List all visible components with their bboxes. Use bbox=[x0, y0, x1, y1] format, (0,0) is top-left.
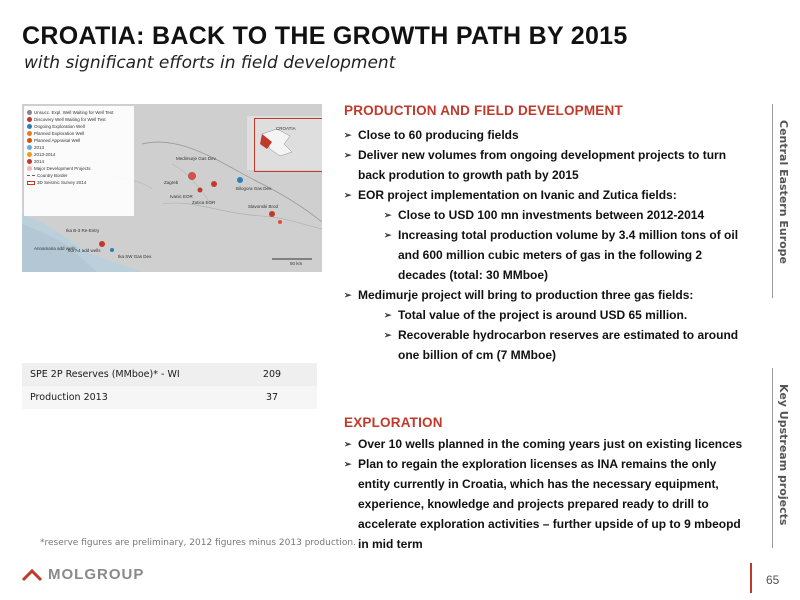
arrow-bullet-icon: ➢ bbox=[344, 130, 352, 140]
well-icon bbox=[27, 124, 32, 129]
table-cell-label: Production 2013 bbox=[30, 392, 108, 403]
bullet-text: Deliver new volumes from ongoing development projects to turn back prodution to growth path by 2015 bbox=[358, 148, 727, 182]
arrow-bullet-icon: ➢ bbox=[384, 210, 392, 220]
side-tab-label: Key Upstream projects bbox=[777, 384, 790, 526]
exploration-heading: EXPLORATION bbox=[344, 415, 443, 430]
bullet-text: EOR project implementation on Ivanic and Zutica fields: bbox=[358, 188, 677, 202]
logo-text: MOLGROUP bbox=[48, 566, 145, 583]
production-heading: PRODUCTION AND FIELD DEVELOPMENT bbox=[344, 103, 623, 118]
croatia-map bbox=[22, 104, 322, 272]
bullet-item bbox=[344, 225, 744, 285]
map-label: CROATIA bbox=[276, 126, 296, 131]
production-bullets bbox=[344, 125, 744, 365]
bullet-text: Increasing total production volume by 3.4 million tons of oil and 600 million cubic meters of gas in the following 2 decades (total: 30 MMboe) bbox=[398, 228, 739, 282]
map-label: Ika A4 add wells bbox=[68, 248, 101, 253]
legend-item: 2014 bbox=[27, 158, 131, 165]
border-line-icon bbox=[27, 175, 35, 176]
table-row bbox=[22, 363, 317, 386]
bullet-text: Close to USD 100 mn investments between 2012-2014 bbox=[398, 208, 705, 222]
bullet-item bbox=[344, 125, 744, 145]
bullet-text: Medimurje project will bring to production three gas fields: bbox=[358, 288, 694, 302]
arrow-bullet-icon: ➢ bbox=[344, 459, 352, 469]
legend-item: Unsucc. Expl. Well Waiting for Well Test bbox=[27, 109, 131, 116]
arrow-bullet-icon: ➢ bbox=[384, 330, 392, 340]
map-label: Ivanic EOR bbox=[170, 194, 193, 199]
bullet-item bbox=[344, 305, 744, 325]
arrow-bullet-icon: ➢ bbox=[344, 439, 352, 449]
bullet-item bbox=[344, 185, 744, 205]
arrow-bullet-icon: ➢ bbox=[344, 150, 352, 160]
map-scale: 50 km bbox=[290, 261, 303, 266]
logo-mark-icon bbox=[22, 568, 42, 582]
company-logo bbox=[22, 566, 144, 583]
legend-item: Major Development Projects bbox=[27, 165, 131, 172]
map-label: Ika B-3 Re-Entry bbox=[66, 228, 100, 233]
map-label: Slavonski Brod bbox=[248, 204, 279, 209]
page-number: 65 bbox=[766, 573, 780, 587]
arrow-bullet-icon: ➢ bbox=[344, 290, 352, 300]
circle-icon bbox=[27, 166, 32, 171]
legend-item: 2013-2014 bbox=[27, 151, 131, 158]
arrow-bullet-icon: ➢ bbox=[384, 310, 392, 320]
map-label: Ika SW Gas Dev. bbox=[118, 254, 153, 259]
exploration-bullets bbox=[344, 434, 744, 554]
well-icon bbox=[27, 131, 32, 136]
table-cell-label: SPE 2P Reserves (MMboe)* - WI bbox=[30, 369, 180, 380]
table-row bbox=[22, 386, 317, 409]
bullet-item bbox=[344, 454, 744, 554]
map-label: Zagreb bbox=[164, 180, 179, 185]
bullet-item bbox=[344, 285, 744, 305]
bullet-text: Over 10 wells planned in the coming years just on existing licences bbox=[358, 437, 743, 451]
map-legend bbox=[24, 106, 134, 216]
bullet-item bbox=[344, 205, 744, 225]
page-number-bar bbox=[750, 563, 752, 593]
map-label: Medimurje Gas Dev. bbox=[176, 156, 217, 161]
bullet-text: Recoverable hydrocarbon reserves are estimated to around one billion of cm (7 MMboe) bbox=[398, 328, 739, 362]
bullet-text: Plan to regain the exploration licenses as INA remains the only entity currently in Croatia, which has the necessary equipment, experience, knowledge and projects prepared ready to drill to accelerate exploration activities – further upside of up to 9 mbeopd in mid term bbox=[358, 457, 741, 551]
legend-item: Planned Exploration Well bbox=[27, 130, 131, 137]
legend-item: Ongoing Exploration Well bbox=[27, 123, 131, 130]
legend-item: Discovery Well Waiting for Well Test bbox=[27, 116, 131, 123]
map-label: Bilogora Gas Dev. bbox=[236, 186, 273, 191]
rectangle-icon bbox=[27, 181, 35, 185]
well-icon bbox=[27, 110, 32, 115]
arrow-bullet-icon: ➢ bbox=[344, 190, 352, 200]
map-label: Zutica EOR bbox=[192, 200, 216, 205]
bullet-item bbox=[344, 325, 744, 365]
legend-item: 2013 bbox=[27, 144, 131, 151]
reserves-table bbox=[22, 363, 317, 409]
page-title: CROATIA: BACK TO THE GROWTH PATH BY 2015 bbox=[22, 22, 628, 50]
footnote: *reserve figures are preliminary, 2012 figures minus 2013 production. bbox=[40, 538, 356, 548]
circle-icon bbox=[27, 152, 32, 157]
map-label: Annamaria add wells bbox=[34, 246, 76, 251]
side-tab-central-eastern-europe[interactable] bbox=[772, 104, 800, 298]
well-icon bbox=[27, 117, 32, 122]
side-tab-key-upstream-projects[interactable] bbox=[772, 368, 800, 548]
table-cell-value: 209 bbox=[262, 369, 282, 380]
arrow-bullet-icon: ➢ bbox=[384, 230, 392, 240]
bullet-item bbox=[344, 145, 744, 185]
legend-item: Planned Appraisal Well bbox=[27, 137, 131, 144]
legend-item: 3D Seismic Survey 2014 bbox=[27, 179, 131, 186]
bullet-item bbox=[344, 434, 744, 454]
legend-item: Country Border bbox=[27, 172, 131, 179]
table-cell-value: 37 bbox=[265, 392, 279, 403]
well-icon bbox=[27, 138, 32, 143]
circle-icon bbox=[27, 159, 32, 164]
circle-icon bbox=[27, 145, 32, 150]
side-tab-label: Central Eastern Europe bbox=[777, 120, 790, 265]
bullet-text: Close to 60 producing fields bbox=[358, 128, 519, 142]
page-subtitle: with significant efforts in field development bbox=[24, 53, 396, 73]
bullet-text: Total value of the project is around USD 65 million. bbox=[398, 308, 688, 322]
